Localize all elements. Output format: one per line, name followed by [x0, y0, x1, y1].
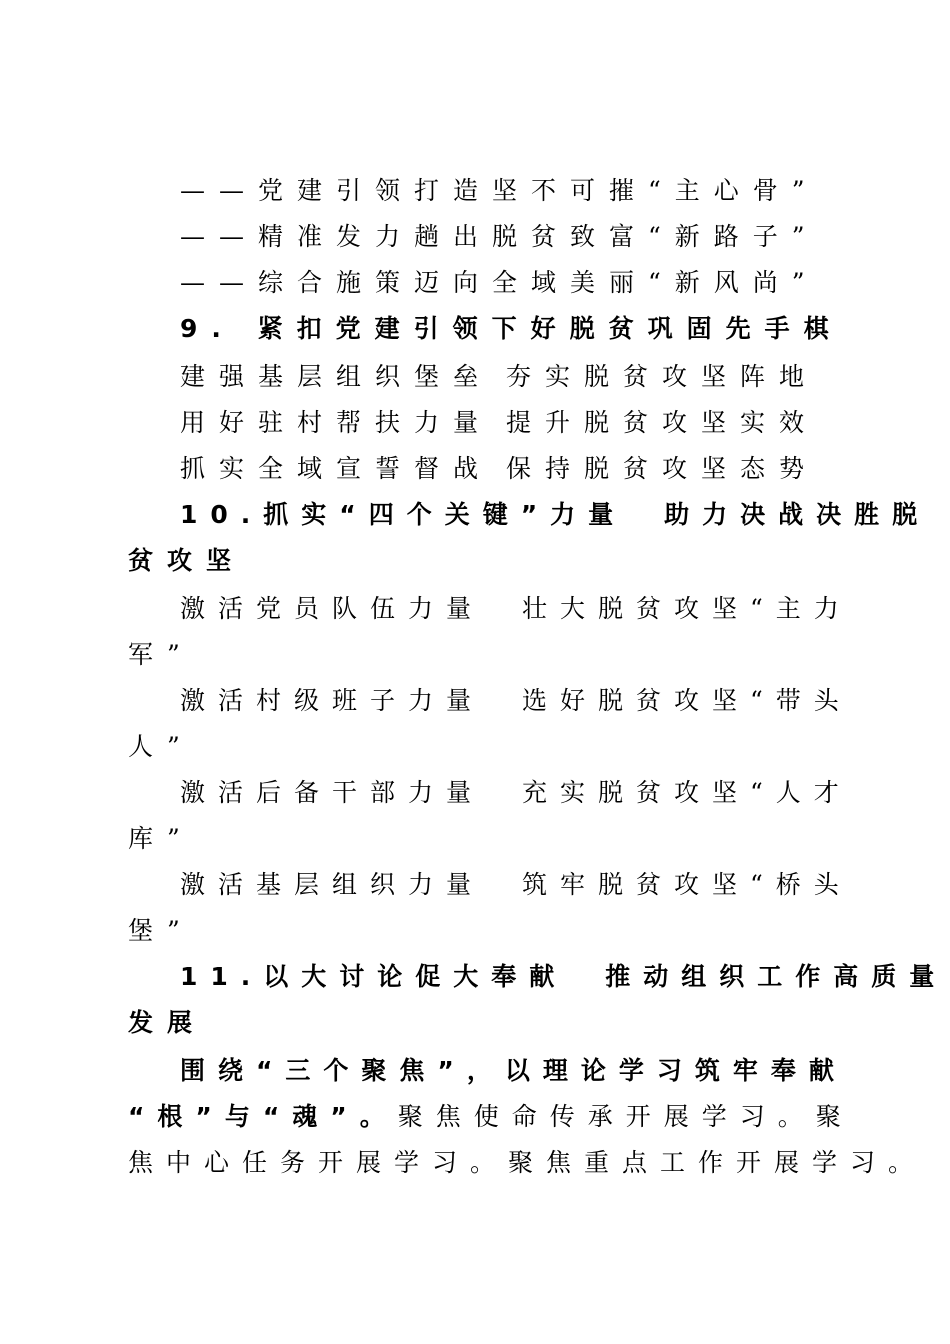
subtitle-line-1: ——党建引领打造坚不可摧“主心骨”: [180, 176, 819, 205]
section-9-item-1: [180, 362, 818, 392]
section-10-item-1-line-1: 激活党员队伍力量 壮大脱贫攻坚“主力: [180, 594, 852, 623]
subtitle-line-3: ——综合施策迈向全域美丽“新风尚”: [180, 268, 819, 297]
section-9-heading: 9. 紧扣党建引领下好脱贫巩固先手棋: [180, 314, 843, 343]
section-10-item-2-line-2: 人”: [128, 732, 194, 761]
subtitle-line-2: ——精准发力趟出脱贫致富“新路子”: [180, 222, 819, 251]
section-11-paragraph-line-3: 焦中心任务开展学习。聚焦重点工作开展学习。: [128, 1148, 927, 1177]
section-9-item-3-part-b: 保持脱贫攻坚态势: [506, 454, 819, 483]
section-10-heading-line-1: 10.抓实“四个关键”力量 助力决战决胜脱: [180, 500, 931, 529]
section-11-heading-line-2: 发展: [128, 1008, 207, 1037]
section-10-heading-line-2: 贫攻坚: [128, 546, 246, 575]
section-10-item-4-line-2: 堡”: [128, 916, 194, 945]
section-9-item-3-part-a: 抓实全域宣誓督战: [180, 454, 493, 483]
section-9-item-1-part-b: 夯实脱贫攻坚阵地: [506, 362, 819, 391]
section-11-heading-line-1: 11.以大讨论促大奉献 推动组织工作高质量: [180, 962, 948, 991]
section-9-item-2-part-a: 用好驻村帮扶力量: [180, 408, 493, 437]
section-9-item-2-part-b: 提升脱贫攻坚实效: [506, 408, 819, 437]
section-11-paragraph-line-1: 围绕“三个聚焦”，以理论学习筑牢奉献: [180, 1056, 847, 1085]
section-10-item-3-line-2: 库”: [128, 824, 194, 853]
section-11-paragraph-normal-part: 聚焦使命传承开展学习。聚: [397, 1102, 854, 1131]
section-9-item-2: [180, 408, 818, 438]
section-11-paragraph-bold-part: “根”与“魂”。: [128, 1102, 398, 1131]
section-10-item-3-line-1: 激活后备干部力量 充实脱贫攻坚“人才: [180, 778, 852, 807]
section-11-paragraph-line-2: [128, 1102, 854, 1132]
section-10-item-4-line-1: 激活基层组织力量 筑牢脱贫攻坚“桥头: [180, 870, 852, 899]
section-10-item-1-line-2: 军”: [128, 640, 194, 669]
section-9-item-3: [180, 454, 818, 484]
section-9-item-1-part-a: 建强基层组织堡垒: [180, 362, 493, 391]
section-10-item-2-line-1: 激活村级班子力量 选好脱贫攻坚“带头: [180, 686, 852, 715]
